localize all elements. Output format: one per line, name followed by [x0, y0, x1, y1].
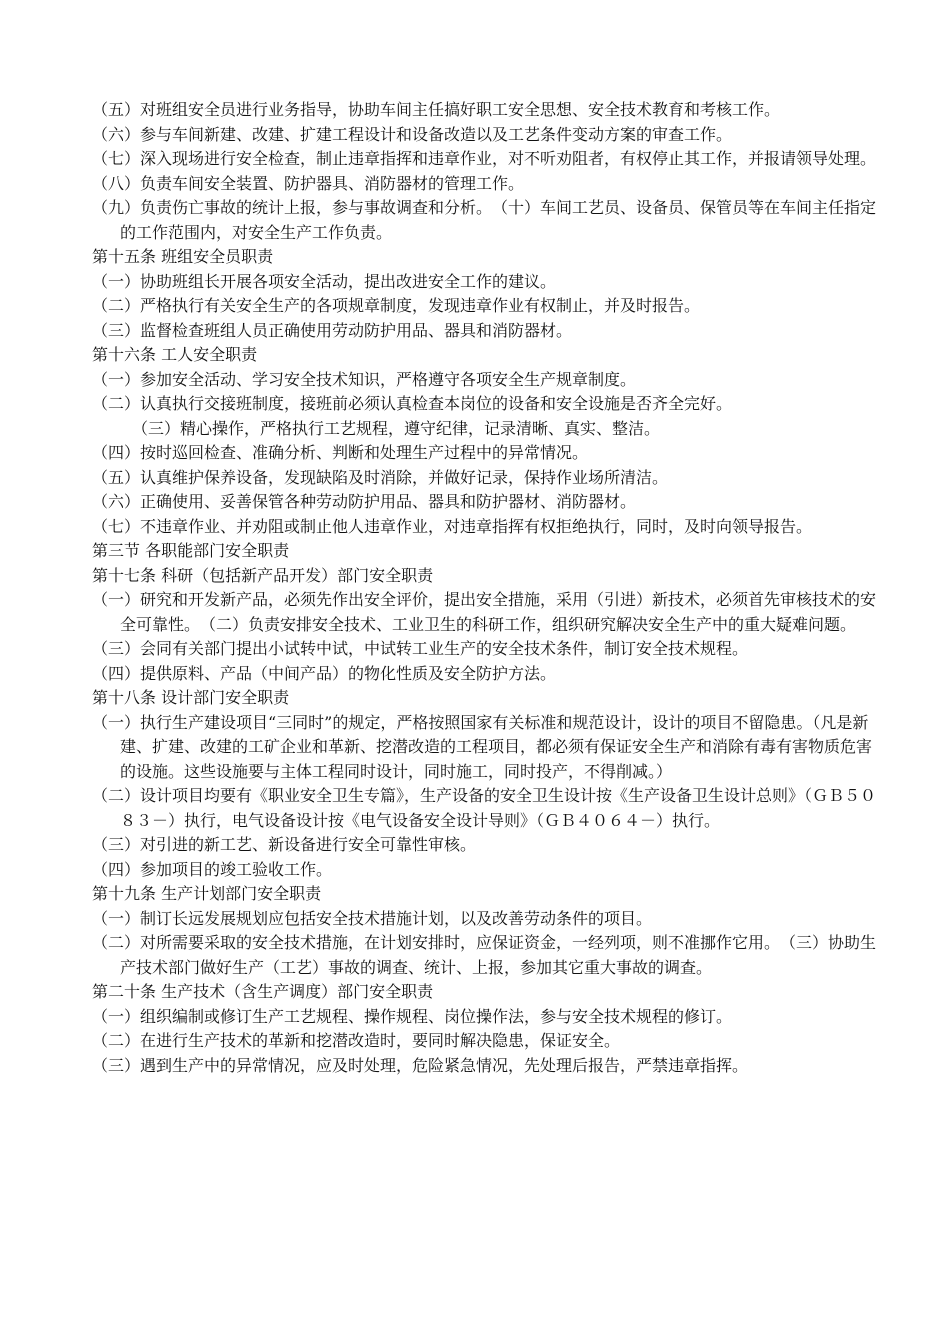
- clause-item: （五）对班组安全员进行业务指导，协助车间主任搞好职工安全思想、安全技术教育和考核工作。: [92, 100, 781, 119]
- article-heading: 第十七条 科研（包括新产品开发）部门安全职责: [92, 565, 434, 585]
- clause-item: （一）执行生产建设项目“三同时”的规定，严格按照国家有关标准和规范设计，设计的项目不留隐患。（凡是新建、扩建、改建的工矿企业和革新、挖潜改造的工程项目，都必须有保证安全生产和消除有毒有害物质危害的设施。这些设施要与主体工程同时设计，同时施工，同时投产，不得削减。）: [92, 712, 873, 781]
- article-heading: 第十六条 工人安全职责: [92, 345, 258, 364]
- clause-item: （一）制订长远发展规划应包括安全技术措施计划，以及改善劳动条件的项目。: [92, 908, 653, 928]
- clause-item: （三）监督检查班组人员正确使用劳动防护用品、器具和消防器材。: [92, 320, 573, 340]
- clause-item: （九）负责伤亡事故的统计上报，参与事故调查和分析。 （十）车间工艺员、设备员、保管员等在车间主任指定的工作范围内，对安全生产工作负责。: [92, 198, 877, 242]
- article-heading: 第十五条 班组安全员职责: [92, 247, 274, 266]
- clause-item: （三）会同有关部门提出小试转中试，中试转工业生产的安全技术条件，制订安全技术规程。: [92, 639, 749, 658]
- clause-item: （五）认真维护保养设备，发现缺陷及时消除，并做好记录，保持作业场所清洁。: [92, 467, 669, 487]
- clause-item: （二）认真执行交接班制度，接班前必须认真检查本岗位的设备和安全设施是否齐全完好。: [92, 394, 733, 413]
- clause-item: （四）提供原料、产品（中间产品）的物化性质及安全防护方法。: [92, 663, 557, 683]
- clause-item: （八）负责车间安全装置、防护器具、消防器材的管理工作。: [92, 173, 525, 193]
- clause-item: （三）对引进的新工艺、新设备进行安全可靠性审核。: [92, 835, 477, 854]
- section-heading: 第三节 各职能部门安全职责: [92, 541, 290, 560]
- clause-item: （七）不违章作业、并劝阻或制止他人违章作业，对违章指挥有权拒绝执行，同时，及时向领导报告。: [92, 516, 813, 536]
- clause-item: （一）研究和开发新产品，必须先作出安全评价，提出安全措施，采用（引进）新技术，必须首先审核技术的安全可靠性。 （二）负责安排安全技术、工业卫生的科研工作，组织研究解决安全生产中的重大疑难问题。: [92, 590, 877, 634]
- clause-item: （一）组织编制或修订生产工艺规程、操作规程、岗位操作法，参与安全技术规程的修订。: [92, 1006, 733, 1026]
- clause-item: （二）严格执行有关安全生产的各项规章制度，发现违章作业有权制止，并及时报告。: [92, 296, 701, 315]
- clause-item: （二）设计项目均要有《职业安全卫生专篇》，生产设备的安全卫生设计按《生产设备卫生设计总则》（ＧＢ５０８３－）执行，电气设备设计按《电气设备安全设计导则》（ＧＢ４０６４－）执行。: [92, 786, 877, 830]
- clause-item-indented: （三）精心操作，严格执行工艺规程，遵守纪律，记录清晰、真实、整洁。: [132, 418, 661, 438]
- clause-item: （三）遇到生产中的异常情况，应及时处理，危险紧急情况，先处理后报告，严禁违章指挥。: [92, 1055, 749, 1075]
- clause-item: （一）协助班组长开展各项安全活动，提出改进安全工作的建议。: [92, 271, 557, 291]
- clause-item: （一）参加安全活动、学习安全技术知识，严格遵守各项安全生产规章制度。: [92, 369, 637, 389]
- clause-item: （四）按时巡回检查、准确分析、判断和处理生产过程中的异常情况。: [92, 443, 589, 462]
- article-heading: 第十八条 设计部门安全职责: [92, 688, 290, 707]
- clause-item: （二）在进行生产技术的革新和挖潜改造时，要同时解决隐患，保证安全。: [92, 1031, 621, 1050]
- clause-item: （七）深入现场进行安全检查，制止违章指挥和违章作业，对不听劝阻者，有权停止其工作，并报请领导处理。: [92, 149, 877, 168]
- article-heading: 第十九条 生产计划部门安全职责: [92, 884, 322, 903]
- clause-item: （二）对所需要采取的安全技术措施，在计划安排时，应保证资金，一经列项，则不准挪作它用。 （三）协助生产技术部门做好生产（工艺）事故的调查、统计、上报，参加其它重大事故的调查。: [92, 933, 877, 977]
- clause-item: （六）正确使用、妥善保管各种劳动防护用品、器具和防护器材、消防器材。: [92, 492, 637, 511]
- clause-item: （六）参与车间新建、改建、扩建工程设计和设备改造以及工艺条件变动方案的审查工作。: [92, 124, 733, 144]
- article-heading: 第二十条 生产技术（含生产调度）部门安全职责: [92, 982, 434, 1001]
- clause-item: （四）参加项目的竣工验收工作。: [92, 859, 333, 879]
